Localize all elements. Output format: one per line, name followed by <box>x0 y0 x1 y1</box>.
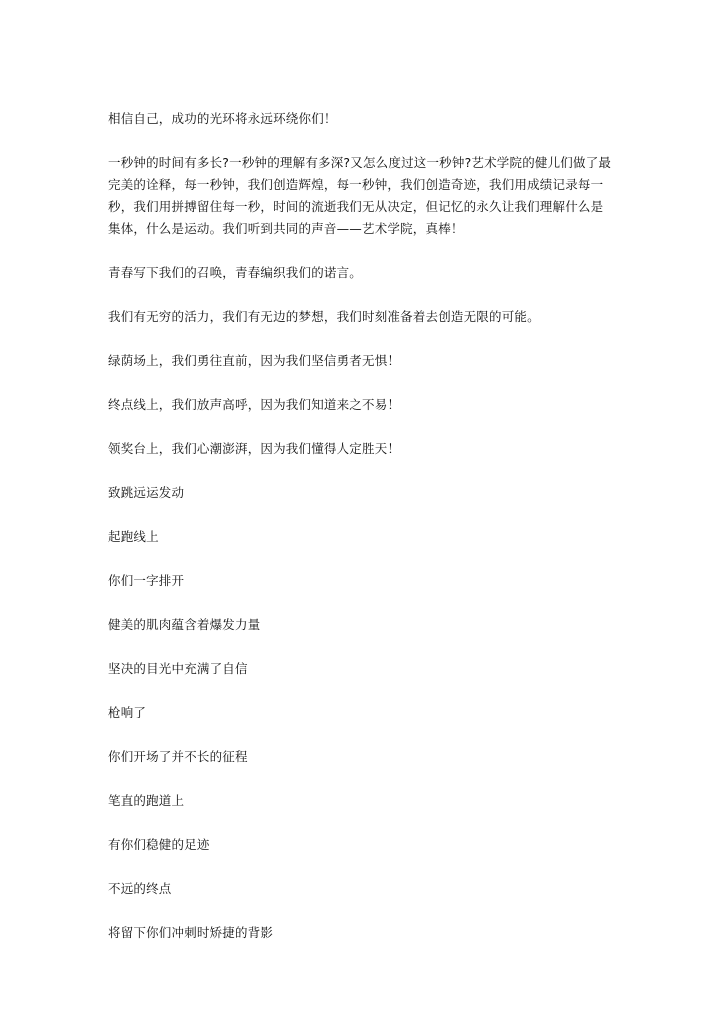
poem-line: 你们一字排开 <box>108 573 185 588</box>
paragraph: 青春写下我们的召唤，青春编织我们的诺言。 <box>108 265 363 280</box>
paragraph: 领奖台上，我们心潮澎湃，因为我们懂得人定胜天！ <box>108 441 401 456</box>
document-page <box>108 108 614 966</box>
paragraph: 终点线上，我们放声高呼，因为我们知道来之不易！ <box>108 397 401 412</box>
paragraph: 绿荫场上，我们勇往直前，因为我们坚信勇者无惧！ <box>108 353 401 368</box>
poem-line: 将留下你们冲刺时矫捷的背影 <box>108 925 274 940</box>
poem-line: 笔直的跑道上 <box>108 793 185 808</box>
poem-line: 坚决的目光中充满了自信 <box>108 661 248 676</box>
poem-line: 有你们稳健的足迹 <box>108 837 210 852</box>
poem-title: 致跳远运发动 <box>108 485 185 500</box>
poem-line: 枪响了 <box>108 705 147 720</box>
poem-line: 起跑线上 <box>108 529 159 544</box>
paragraph: 我们有无穷的活力，我们有无边的梦想，我们时刻准备着去创造无限的可能。 <box>108 309 540 324</box>
poem-line: 你们开场了并不长的征程 <box>108 749 248 764</box>
poem-line: 不远的终点 <box>108 881 172 896</box>
poem-line: 健美的肌肉蕴含着爆发力量 <box>108 617 261 632</box>
paragraph: 相信自己，成功的光环将永远环绕你们！ <box>108 111 337 126</box>
paragraph: 一秒钟的时间有多长?一秒钟的理解有多深?又怎么度过这一秒钟?艺术学院的健儿们做了最完美的诠释，每一秒钟，我们创造辉煌，每一秒钟，我们创造奇迹，我们用成绩记录每一秒，我们用拼搏留住每一秒，时间的流逝我们无从决定，但记忆的永久让我们理解什么是集体，什么是运动。我们听到共同的声音——艺术学院，真棒！ <box>108 155 612 236</box>
